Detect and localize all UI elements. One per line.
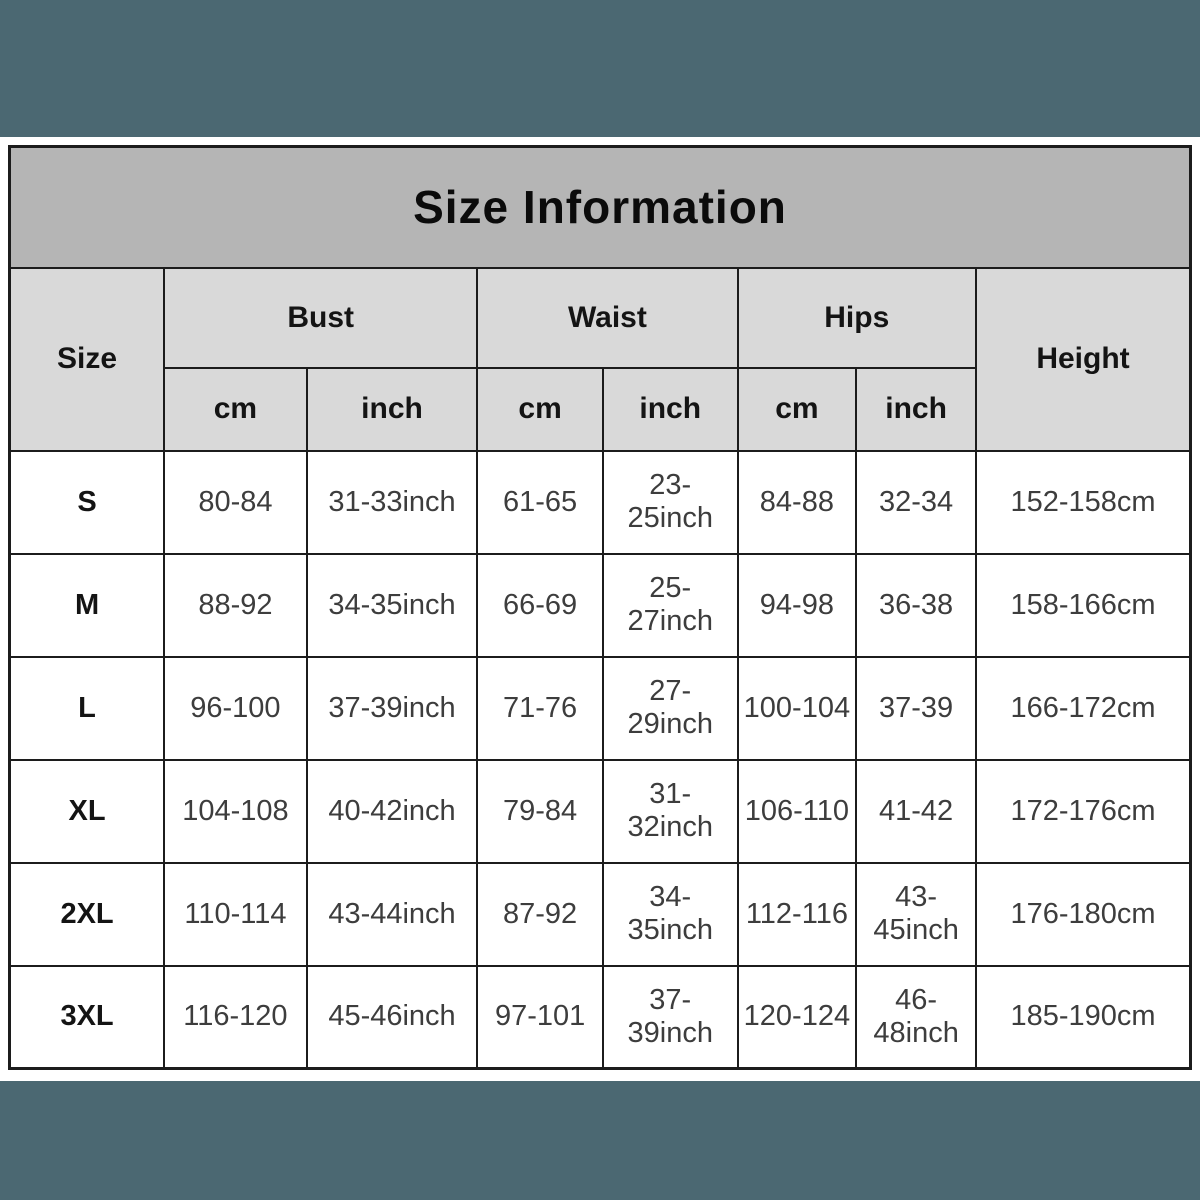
waist-cm-value: 71-76 [477,657,603,760]
waist-cm-value: 97-101 [477,966,603,1069]
hips-inch-value: 32-34 [856,451,976,554]
size-label: 3XL [10,966,165,1069]
column-header-waist: Waist [477,268,737,368]
hips-inch-value: 41-42 [856,760,976,863]
bust-inch-value: 34-35inch [307,554,478,657]
bust-cm-value: 96-100 [164,657,307,760]
waist-inch-value: 23-25inch [603,451,738,554]
subheader-bust-cm: cm [164,368,307,451]
header-group-row [10,268,1191,368]
hips-inch-value: 43-45inch [856,863,976,966]
waist-inch-value: 34-35inch [603,863,738,966]
size-label: XL [10,760,165,863]
hips-cm-value: 100-104 [738,657,857,760]
bust-cm-value: 80-84 [164,451,307,554]
size-row-2xl [10,863,1191,966]
hips-cm-value: 94-98 [738,554,857,657]
size-row-l [10,657,1191,760]
waist-cm-value: 87-92 [477,863,603,966]
hips-cm-value: 112-116 [738,863,857,966]
hips-inch-value: 36-38 [856,554,976,657]
bust-inch-value: 31-33inch [307,451,478,554]
subheader-bust-inch: inch [307,368,478,451]
size-row-s [10,451,1191,554]
title-row [10,147,1191,268]
subheader-hips-inch: inch [856,368,976,451]
subheader-waist-cm: cm [477,368,603,451]
height-value: 185-190cm [976,966,1191,1069]
waist-cm-value: 61-65 [477,451,603,554]
height-value: 172-176cm [976,760,1191,863]
column-header-bust: Bust [164,268,477,368]
size-chart-panel [0,137,1200,1081]
size-label: L [10,657,165,760]
subheader-waist-inch: inch [603,368,738,451]
bust-cm-value: 116-120 [164,966,307,1069]
bust-inch-value: 40-42inch [307,760,478,863]
hips-inch-value: 37-39 [856,657,976,760]
waist-inch-value: 25-27inch [603,554,738,657]
waist-inch-value: 31-32inch [603,760,738,863]
bust-inch-value: 37-39inch [307,657,478,760]
waist-cm-value: 79-84 [477,760,603,863]
waist-inch-value: 37-39inch [603,966,738,1069]
column-header-hips: Hips [738,268,976,368]
height-value: 166-172cm [976,657,1191,760]
bust-inch-value: 43-44inch [307,863,478,966]
bust-cm-value: 88-92 [164,554,307,657]
bust-cm-value: 104-108 [164,760,307,863]
waist-cm-value: 66-69 [477,554,603,657]
hips-cm-value: 120-124 [738,966,857,1069]
waist-inch-value: 27-29inch [603,657,738,760]
column-header-size: Size [10,268,165,451]
height-value: 152-158cm [976,451,1191,554]
bust-inch-value: 45-46inch [307,966,478,1069]
page-title: Size Information [10,147,1191,268]
size-row-xl [10,760,1191,863]
height-value: 158-166cm [976,554,1191,657]
column-header-height: Height [976,268,1191,451]
bust-cm-value: 110-114 [164,863,307,966]
hips-cm-value: 84-88 [738,451,857,554]
size-row-3xl [10,966,1191,1069]
hips-inch-value: 46-48inch [856,966,976,1069]
size-label: M [10,554,165,657]
hips-cm-value: 106-110 [738,760,857,863]
height-value: 176-180cm [976,863,1191,966]
size-row-m [10,554,1191,657]
subheader-hips-cm: cm [738,368,857,451]
size-information-table [8,145,1192,1070]
size-label: S [10,451,165,554]
size-label: 2XL [10,863,165,966]
